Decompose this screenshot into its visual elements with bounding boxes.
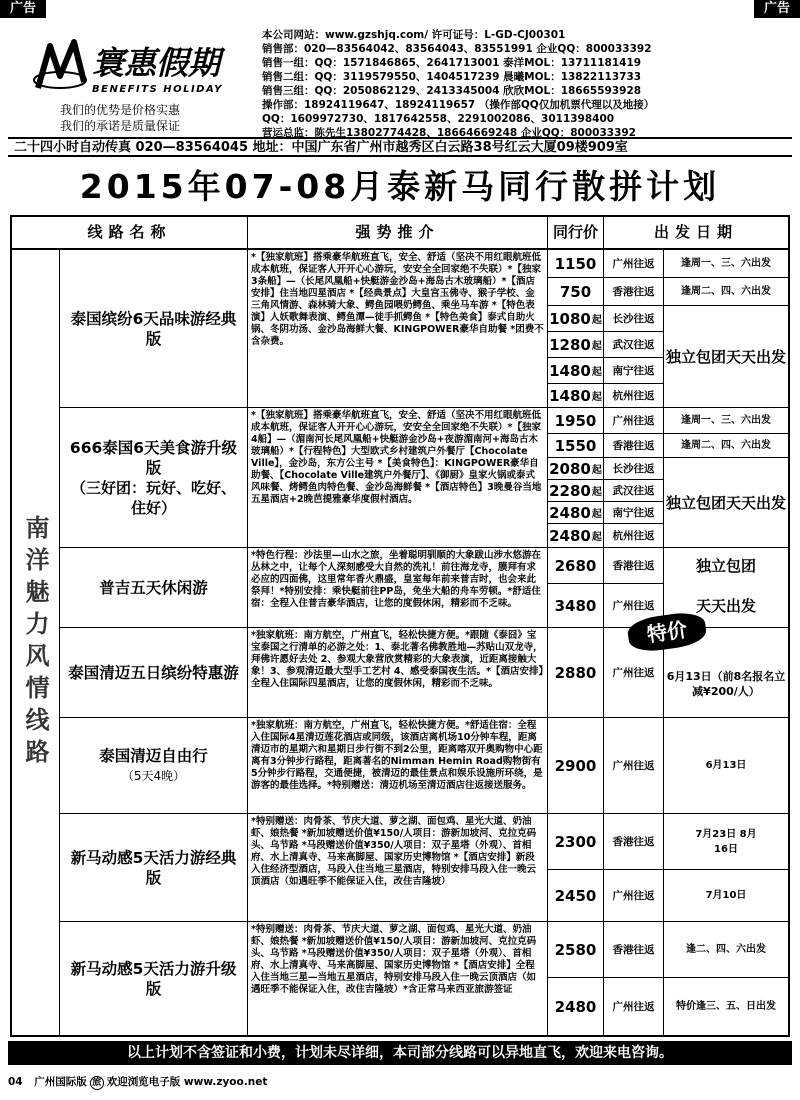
date-cell: 特价逢三、五、日出发 (676, 1001, 776, 1012)
route-highlight: *【独家航班】搭乘豪华航班直飞，安全、舒适（坚决不用红眼航班低成本航班，保证客人开开心心游玩，安安全全回家绝不失联）*【独家3条船】—（长尾风凰船+快艇游金沙岛+海岛古木玻璃船）*【酒店安排】住当地四星酒店 *【经典景点】大皇宫玉佛寺、猴子学校、金三角风情游、森林骑大象、鳄鱼园喂奶鳄鱼、乘坐马车游 *【特色表演】人妖歌舞表演、鳄鱼潭—徒手抓鳄鱼 *【特色美食】泰式自助火锅、冬阴功汤、金沙岛海鲜大餐、KINGPOWER豪华自助餐 *团费不含杂费。 (248, 250, 548, 408)
departure-cell: 香港往返 (604, 814, 664, 870)
departure-cell: 广州往返 (604, 870, 664, 922)
route-highlight: *独家航班：南方航空，广州直飞，轻松快捷方便。*舒适住宿：全程入住国际4星清迈莲花酒店或同级，该酒店离机场10分钟车程，距离清迈市的星期六和星期日步行街不到2公里，距离喀双开奥购物中心距离有3分钟步行路程，距离著名的Nimman Hemin Road购物街有5分钟步行路程，交通便捷，被清迈的最佳景点和娱乐设施所环绕，是游客的最佳选择。*特别赠送：清迈机场至清迈酒店往返接送服务。 (248, 718, 548, 814)
route-title: 新马动感5天活力游升级版 (70, 959, 237, 998)
departure-cell: 杭州往返 (604, 384, 664, 408)
page-title: 2015年07-08月泰新马同行散拼计划 (79, 167, 721, 206)
date-cell: 6月13日 (664, 718, 788, 814)
price-cell: 2280 起 (548, 480, 604, 502)
departure-cell: 广州往返 (604, 584, 664, 628)
route-name (60, 628, 248, 718)
price-cell: 2900 (548, 718, 604, 814)
website-link[interactable]: 欢迎浏览电子版 www.zyoo.net (106, 1076, 268, 1088)
header-highlight: 强势推介 (248, 217, 548, 250)
price-cell: 1480 起 (548, 358, 604, 384)
contact-line: 操作部：18924119647、18924119657 （操作部QQ仅加机票代理以及地接） (262, 99, 655, 111)
route-highlight: *特别赠送：肉骨茶、节庆大道、萝之湖、面包鸡、星光大道、奶油虾、娘热餐 *新加坡赠送价值¥150/人项目：游新加坡河、克拉克码头、乌节路 *马段赠送价值¥350/人项目：双子星塔（外观）、首相府、水上清真寺、马来高脚屋、国家历史博物馆 *【酒店安排】全程入住当地三星—当地五星酒店，特别安排马段入住一晚云顶酒店（如遇旺季不能保证入住，改住吉隆坡）*含正常马来西亚旅游签证 (248, 922, 548, 1035)
departure-cell: 杭州往返 (604, 524, 664, 548)
price-cell: 750 (548, 278, 604, 306)
route-highlight: *特别赠送：肉骨茶、节庆大道、萝之湖、面包鸡、星光大道、奶油虾、娘热餐 *新加坡赠送价值¥150/人项目：游新加坡河、克拉克码头、乌节路 *马段赠送价值¥350/人项目：双子星塔（外观）、首相府、水上清真寺、马来高脚屋、国家历史博物馆 *【酒店安排】新段入住经济型酒店，马段入住当地三星酒店，特别安排马段入住一晚云顶酒店（如遇旺季不能保证入住，改住吉隆坡） (248, 814, 548, 922)
date-cell: 6月13日（前8名报名立减¥200/人） (664, 628, 788, 718)
date-cell: 逢周二、四、六出发 (664, 434, 788, 458)
route-title: 泰国清迈五日缤纷特惠游 (68, 663, 239, 682)
route-name (60, 718, 248, 814)
price-cell: 1280 起 (548, 332, 604, 358)
route-title: 泰国清迈自由行 (99, 746, 208, 765)
departure-cell: 南宁往返 (604, 358, 664, 384)
page-footer (8, 1074, 267, 1090)
footer-note: 以上计划不含签证和小费，计划未尽详细，本司部分线路可以异地直飞，欢迎来电咨询。 (8, 1041, 792, 1065)
slogan-line: 我们的承诺是质量保证 (60, 119, 181, 133)
departure-cell: 南宁往返 (604, 502, 664, 524)
departure-cell: 武汉往返 (604, 480, 664, 502)
date-cell: 7月10日 (664, 870, 788, 922)
contact-block (262, 28, 782, 140)
contact-line: 销售部：020—83564042、83564043、83551991 企业QQ：800033392 (262, 43, 652, 55)
svg-text:BENEFITS HOLIDAY: BENEFITS HOLIDAY (92, 84, 223, 95)
departure-cell: 广州往返 (604, 628, 664, 718)
route-title: 普吉五天休闲游 (99, 578, 208, 597)
route-subtitle: （三好团：玩好、吃好、住好） (70, 478, 236, 517)
departure-cell: 长沙往返 (604, 458, 664, 480)
header-date: 出发日期 (604, 217, 788, 250)
departure-cell: 广州往返 (604, 408, 664, 434)
date-cell: 独立包团天天出发 (664, 458, 788, 548)
fax-address-bar: 二十四小时自动传真 020—83564045 地址：中国广东省广州市越秀区白云路38号红云大厦09楼909室 (8, 137, 792, 157)
price-cell: 3480 (548, 584, 604, 628)
header-price: 同行价 (548, 217, 604, 250)
date-cell: 逢周一、三、六出发 (664, 408, 788, 434)
route-name (60, 548, 248, 628)
departure-cell: 香港往返 (604, 434, 664, 458)
date-cell: 逢周二、四、六出发 (664, 278, 788, 306)
contact-line: QQ：1609972730、1817642558、2291002086、3011398400 (262, 113, 615, 125)
route-title: 新马动感5天活力游经典版 (70, 848, 237, 887)
date-cell: 逢二、四、六出发 (664, 922, 788, 978)
route-name (60, 814, 248, 922)
price-cell: 2080 起 (548, 458, 604, 480)
price-cell: 1550 (548, 434, 604, 458)
route-title: 666泰国6天美食游升级版 (69, 438, 238, 477)
contact-line: 销售二组：QQ：3119579550、1404517239 晨曦MOL：13822113733 (262, 71, 642, 83)
departure-cell: 广州往返 (604, 978, 664, 1035)
departure-cell: 香港往返 (604, 278, 664, 306)
date-cell: 独立包团天天出发 (664, 306, 788, 408)
departure-cell: 香港往返 (604, 922, 664, 978)
date-cell: 逢周一、三、六出发 (664, 250, 788, 278)
company-logo (30, 36, 250, 100)
contact-line: 本公司网站：www.gzshjq.com/ 许可证号：L-GD-CJ00301 (262, 29, 566, 41)
region-label (12, 250, 60, 1035)
departure-cell: 广州往返 (604, 718, 664, 814)
route-highlight: *独家航班：南方航空，广州直飞，轻松快捷方便。*跟随《泰囧》宝宝泰国之行清单的必游之处：1、泰北著名佛教胜地—苏贴山双龙寺，拜佛许愿好去处 2、参观大象营欣赏精彩的大象表演，近距离接触大象！3、参观清迈最大型手工艺村 4、感受泰国夜生活。*【酒店安排】全程入住国际四星酒店，让您的度假休闲，精彩而不乏味。 (248, 628, 548, 718)
page-number: 04 (8, 1076, 23, 1088)
publication-mark: 旅 (90, 1076, 104, 1090)
route-title: 泰国缤纷6天品味游经典版 (70, 309, 237, 348)
route-name (60, 250, 248, 408)
route-name (60, 408, 248, 548)
header-route: 线路名称 (12, 217, 248, 250)
price-cell: 1150 (548, 250, 604, 278)
price-cell: 2580 (548, 922, 604, 978)
price-cell: 2450 (548, 870, 604, 922)
date-cell: 独立包团 (695, 557, 756, 575)
ad-label-right: 广告 (754, 0, 800, 18)
region-text: 南洋魅力风情线路 (21, 514, 49, 771)
departure-cell: 广州往返 (604, 250, 664, 278)
departure-cell: 香港往返 (604, 548, 664, 584)
departure-cell: 长沙往返 (604, 306, 664, 332)
contact-line: 营运总监：陈先生13802774428、18664669248 企业QQ：800033392 (262, 127, 636, 139)
departure-cell: 武汉往返 (604, 332, 664, 358)
contact-line: 销售三组：QQ：2050862129、2413345004 欣欣MOL：18665593928 (262, 85, 642, 97)
price-cell: 1950 (548, 408, 604, 434)
price-cell: 2480 (548, 978, 604, 1035)
date-cell: 7月23日 8月16日 (664, 814, 788, 870)
route-subtitle: （5天4晚） (121, 768, 186, 783)
svg-text:寰惠假期: 寰惠假期 (92, 44, 221, 82)
price-cell: 2480 起 (548, 502, 604, 524)
route-highlight: *特色行程：沙法里—山水之旅，坐着聪明驯顺的大象跋山涉水悠游在丛林之中，让每个人深刻感受大自然的洗礼！前往海龙寺，膜拜有求必应的四面佛，这里常年香火鼎盛，皇室每年前来普吉时，也会来此祭拜！*特别安排：乘快艇前往PP岛，免坐大船的舟车劳顿。*舒适住宿：全程入住普吉豪华酒店，让您的度假休闲，精彩而不乏味。 (248, 548, 548, 628)
price-cell: 2480 起 (548, 524, 604, 548)
slogan (60, 102, 180, 134)
date-cell: 天天出发 (664, 584, 788, 628)
contact-line: 销售一组：QQ：1571846865、2641713001 泰洋MOL：13711181419 (262, 57, 642, 69)
publication-name: 广州国际版 (34, 1076, 87, 1088)
price-cell: 1480 起 (548, 384, 604, 408)
price-cell: 1080 起 (548, 306, 604, 332)
price-cell: 2880 (548, 628, 604, 718)
slogan-line: 我们的优势是价格实惠 (60, 103, 181, 117)
ad-label-left: 广告 (0, 0, 46, 18)
route-highlight: *【独家航班】搭乘豪华航班直飞，安全、舒适（坚决不用红眼航班低成本航班，保证客人开开心心游玩，安安全全回家绝不失联）*【独家4船】—（湄南河长尾风凰船+快艇游金沙岛+夜游湄南河+海岛古木玻璃船）*【行程特色】大型欧式乡村建筑户外餐厅【Chocolate Ville】，金沙岛，东方公主号 *【美食特色】：KINGPOWER豪华自助餐、【Chocolate Ville建筑户外餐厅】、《御厨》皇家火锅或泰式风味餐、烤鳄鱼肉特色餐、金沙岛海鲜餐 *【酒店特色】3晚曼谷当地五星酒店+2晚芭提雅豪华度假村酒店。 (248, 408, 548, 548)
price-cell: 2680 (548, 548, 604, 584)
price-cell: 2300 (548, 814, 604, 870)
special-price-badge: 特价 (626, 610, 708, 655)
route-name (60, 922, 248, 1035)
